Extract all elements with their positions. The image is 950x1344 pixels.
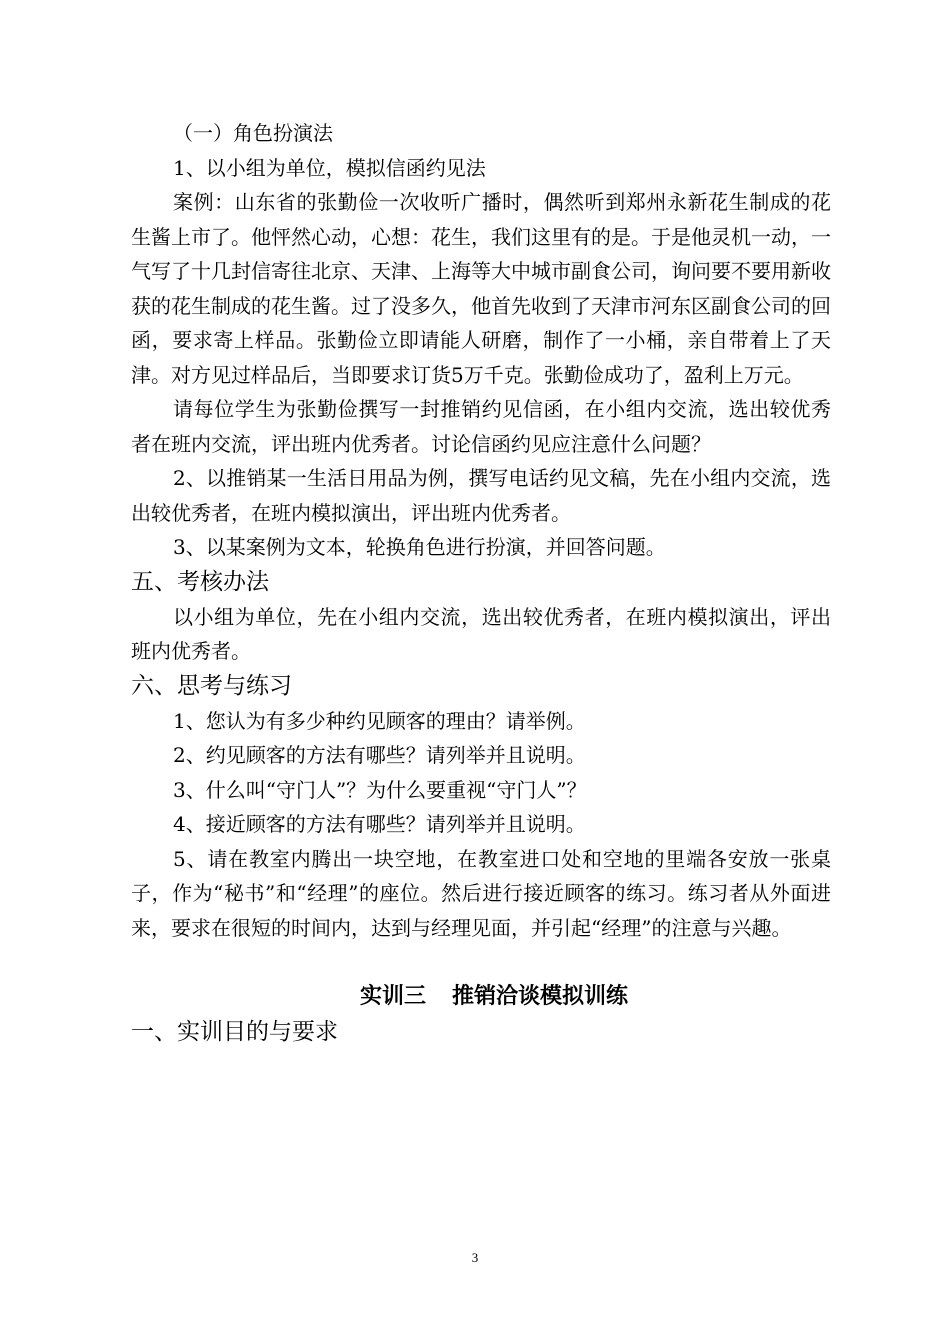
heading-objectives: 一、实训目的与要求 — [131, 1019, 338, 1045]
subheading-role-play: （一）角色扮演法 — [173, 121, 333, 145]
case-paragraph: 案例：山东省的张勤俭一次收听广播时，偶然听到郑州永新花生制成的花生酱上市了。他怦然心动，心想：花生，我们这里有的是。于是他灵机一动，一气写了十几封信寄往北京、天津、上海等大中城市副食公司，询问要不要用新收获的花生制成的花生酱。过了没多久，他首先收到了天津市河东区副食公司的回函，要求寄上样品。张勤俭立即请能人研磨，制作了一小桶，亲自带着上了天津。对方见过样品后，当即要求订货5万千克。张勤俭成功了，盈利上万元。 — [131, 190, 831, 387]
item-phone-appointment: 2、以推销某一生活日用品为例，撰写电话约见文稿，先在小组内交流，选出较优秀者，在班内模拟演出，评出班内优秀者。 — [131, 466, 831, 525]
assessment-paragraph: 以小组为单位，先在小组内交流，选出较优秀者，在班内模拟演出，评出班内优秀者。 — [131, 604, 831, 663]
item-letter-appointment: 1、以小组为单位，模拟信函约见法 — [173, 155, 486, 180]
exercise-item: 2、约见顾客的方法有哪些？请列举并且说明。 — [173, 743, 586, 767]
exercise-item: 4、接近顾客的方法有哪些？请列举并且说明。 — [173, 812, 586, 836]
exercise-item: 3、什么叫“守门人”？为什么要重视“守门人”？ — [173, 777, 587, 802]
exercise-item: 5、请在教室内腾出一块空地，在教室进口处和空地的里端各安放一张桌子，作为“秘书”和“经理”的座位。然后进行接近顾客的练习。练习者从外面进来，要求在很短的时间内，达到与经理见面，并引起“经理”的注意与兴趣。 — [131, 846, 831, 940]
heading-exercises: 六、思考与练习 — [131, 672, 292, 699]
chapter-title — [131, 979, 831, 1015]
page-number: 3 — [471, 1250, 479, 1265]
heading-assessment: 五、考核办法 — [131, 568, 269, 595]
chapter-title-part1: 实训三 — [359, 984, 426, 1009]
chapter-title-part2: 推销洽谈模拟训练 — [452, 984, 629, 1009]
task-paragraph: 请每位学生为张勤俭撰写一封推销约见信函，在小组内交流，选出较优秀者在班内交流，评出班内优秀者。讨论信函约见应注意什么问题？ — [131, 397, 831, 456]
page-content — [131, 116, 831, 1050]
exercise-item: 1、您认为有多少种约见顾客的理由？请举例。 — [173, 708, 586, 733]
item-role-rotation: 3、以某案例为文本，轮换角色进行扮演，并回答问题。 — [173, 535, 666, 559]
